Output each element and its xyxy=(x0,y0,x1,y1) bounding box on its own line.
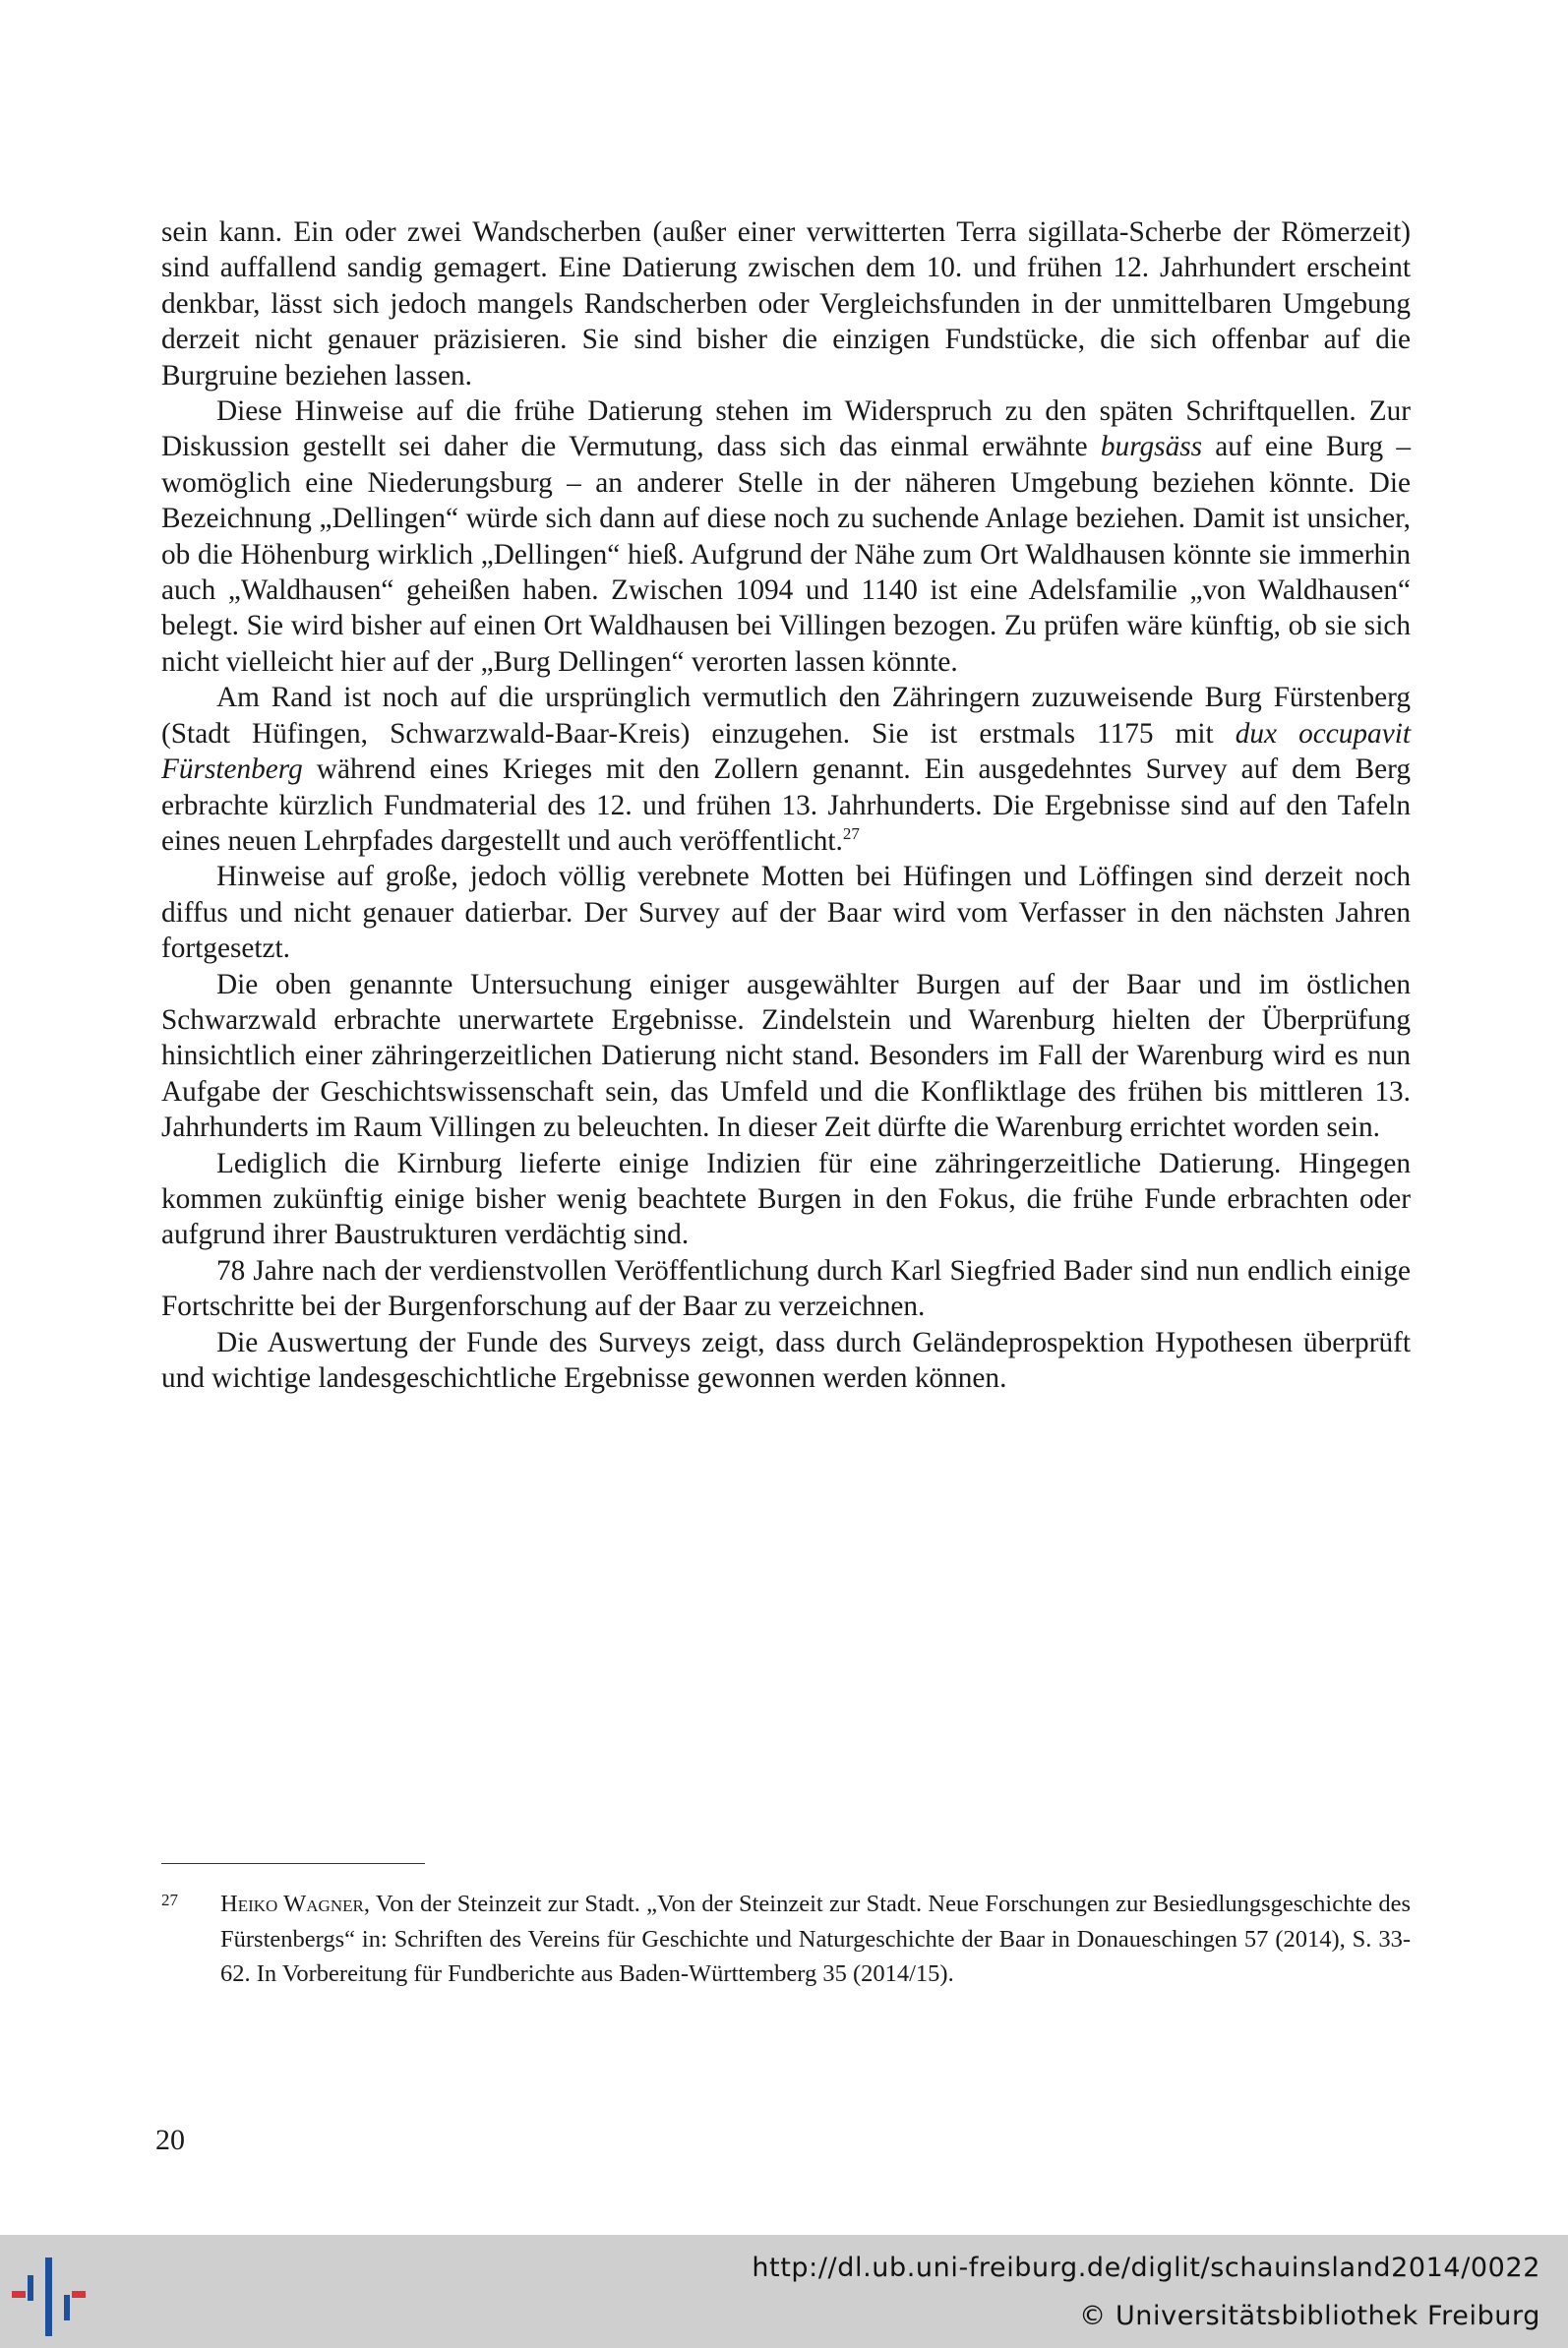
paragraph-text: Die oben genannte Untersuchung einiger ausgewählter Burgen auf der Baar und im östlichen Schwarzwald erbrachte unerwartete Ergebnisse. Zindelstein und Warenburg hielten der Überprüfung hinsichtlich einer zähringerzeitlichen Datierung nicht stand. Besonders im Fall der Warenburg wird es nun Aufgabe der Geschichtswissenschaft sein, das Umfeld und die Konfliktlage des frühen bis mittleren 13. Jahrhunderts im Raum Villingen zu beleuchten. In dieser Zeit dürfte die Warenburg errichtet worden sein. xyxy=(161,968,1411,1144)
paragraph-text: auf eine Burg – womöglich eine Niederungsburg – an anderer Stelle in der näheren Umgebung beziehen könnte. Die Bezeichnung „Dellingen“ würde sich dann auf diese noch zu suchende Anlage beziehen. Damit ist unsicher, ob die Höhenburg wirklich „Dellingen“ hieß. Aufgrund der Nähe zum Ort Waldhausen könnte sie immerhin auch „Waldhausen“ geheißen haben. Zwischen 1094 und 1140 ist eine Adelsfamilie „von Waldhausen“ belegt. Sie wird bisher auf einen Ort Waldhausen bei Villingen bezogen. Zu prüfen wäre künftig, ob sie sich nicht vielleicht hier auf der „Burg Dellingen“ verorten lassen könnte. xyxy=(161,431,1411,678)
paragraph xyxy=(161,393,1411,680)
paragraph-text: während eines Krieges mit den Zollern genannt. Ein ausgedehntes Survey auf dem Berg erbrachte kürzlich Fundmaterial des 12. und frühen 13. Jahrhunderts. Die Ergebnisse sind auf den Tafeln eines neuen Lehrpfades dargestellt und auch veröffentlicht. xyxy=(161,753,1411,857)
paragraph xyxy=(161,1253,1411,1325)
footnote-author: Heiko Wagner xyxy=(220,1891,364,1917)
source-url-link[interactable]: http://dl.ub.uni-freiburg.de/diglit/schauinsland2014/0022 xyxy=(752,2253,1540,2283)
footnote-body: , Von der Steinzeit zur Stadt. „Von der Steinzeit zur Stadt. Neue Forschungen zur Besiedlungsgeschichte des Fürstenbergs“ in: Schriften des Vereins für Geschichte und Naturgeschichte der Baar in Donaueschingen 57 (2014), S. 33-62. In Vorbereitung für Fundberichte aus Baden-Württemberg 35 (2014/15). xyxy=(220,1891,1411,1988)
paragraph-text: sein kann. Ein oder zwei Wandscherben (außer einer verwitterten Terra sigillata-Scherbe der Römerzeit) sind auffallend sandig gemagert. Eine Datierung zwischen dem 10. und frühen 12. Jahrhundert erscheint denkbar, lässt sich jedoch mangels Randscherben oder Vergleichsfunden in der unmittelbaren Umgebung derzeit nicht genauer präzisieren. Sie sind bisher die einzigen Fundstücke, die sich offenbar auf die Burgruine beziehen lassen. xyxy=(161,216,1411,391)
paragraph xyxy=(161,1325,1411,1397)
logo-blue-bar-left xyxy=(28,2275,33,2301)
footnote-reference[interactable]: 27 xyxy=(842,823,860,843)
paragraph-text: Die Auswertung der Funde des Surveys zeigt, dass durch Geländeprospektion Hypothesen überprüft und wichtige landesgeschichtliche Ergebnisse gewonnen werden können. xyxy=(161,1326,1411,1394)
ub-freiburg-logo-icon[interactable] xyxy=(6,2248,100,2342)
body-text xyxy=(161,214,1411,1396)
paragraph-text: Diese Hinweise auf die frühe Datierung stehen im Widerspruch zu den späten Schriftquellen. Zur Diskussion gestellt sei daher die Vermutung, dass sich das einmal erwähnte xyxy=(161,395,1411,463)
footnote-text xyxy=(220,1887,1411,1992)
paragraph xyxy=(161,680,1411,859)
logo-red-block-right xyxy=(72,2291,86,2298)
paragraph xyxy=(161,1146,1411,1253)
paragraph-text: Lediglich die Kirnburg lieferte einige Indizien für eine zähringerzeitliche Datierung. Hingegen kommen zukünftig einige bisher wenig beachtete Burgen in den Fokus, die frühe Funde erbrachten oder aufgrund ihrer Baustrukturen verdächtig sind. xyxy=(161,1147,1411,1251)
italic-term: burgsäss xyxy=(1100,431,1203,463)
paragraph-text: 78 Jahre nach der verdienstvollen Veröffentlichung durch Karl Siegfried Bader sind nun endlich einige Fortschritte bei der Burgenforschung auf der Baar zu verzeichnen. xyxy=(161,1254,1411,1323)
logo-blue-bar-center xyxy=(45,2258,52,2336)
copyright-notice: © Universitätsbibliothek Freiburg xyxy=(1079,2301,1540,2331)
footnote-number: 27 xyxy=(161,1891,178,1909)
logo-red-block-left xyxy=(12,2291,26,2298)
italic-term: dux occupavit Fürstenberg xyxy=(161,717,1411,786)
logo-blue-bar-right xyxy=(64,2295,70,2320)
footnote-separator xyxy=(161,1863,425,1864)
paragraph-text: Hinweise auf große, jedoch völlig verebnete Motten bei Hüfingen und Löffingen sind derzeit noch diffus und nicht genauer datierbar. Der Survey auf der Baar wird vom Verfasser in den nächsten Jahren fortgesetzt. xyxy=(161,861,1411,965)
paragraph xyxy=(161,967,1411,1146)
page-number: 20 xyxy=(155,2124,185,2156)
paragraph-text: Am Rand ist noch auf die ursprünglich vermutlich den Zähringern zuzuweisende Burg Fürstenberg (Stadt Hüfingen, Schwarzwald-Baar-Kreis) einzugehen. Sie ist erstmals 1175 mit xyxy=(161,682,1411,750)
paragraph xyxy=(161,214,1411,393)
footnote xyxy=(161,1887,1411,1992)
paragraph xyxy=(161,859,1411,966)
